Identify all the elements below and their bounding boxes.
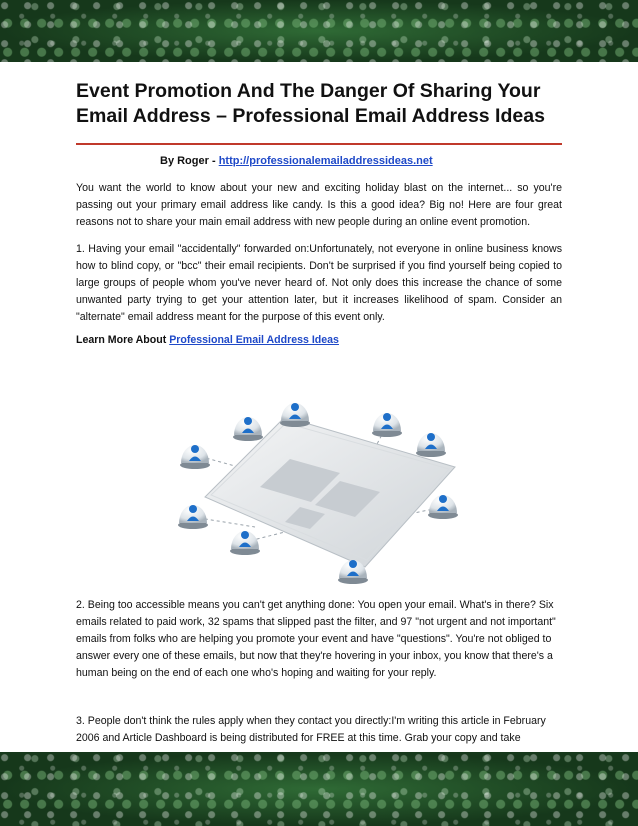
decorative-footer-band: [0, 752, 638, 826]
learn-more-label: Learn More About: [76, 334, 170, 346]
author-website-link[interactable]: http://professionalemailaddressideas.net: [218, 155, 433, 167]
intro-paragraph: You want the world to know about your new and exciting holiday blast on the internet... so you're passing out your primary email address like candy. Is this a good idea? Big no! Here are four great reasons not to share your main email address with new people during an online event promotion.: [76, 182, 562, 228]
reason-1-paragraph: 1. Having your email "accidentally" forwarded on:Unfortunately, not everyone in online business knows how to blind copy, or "bcc" their email recipients. Don't be surprised if you find yourself being copied to large groups of people whom you've never heard of. Not only does this increase the chance of some unwanted party trying to get your attention later, but it increases likelihood of spam. Consider an "alternate" email address meant for the purpose of this event only.: [76, 243, 562, 323]
learn-more-line: [76, 334, 339, 346]
learn-more-link[interactable]: Professional Email Address Ideas: [169, 334, 339, 346]
network-people-around-webpage-icon: [165, 357, 465, 587]
page-title: Event Promotion And The Danger Of Sharing Your Email Address – Professional Email Address Ideas: [76, 80, 545, 127]
reason-3-paragraph: 3. People don't think the rules apply when they contact you directly:I'm writing this article in February 2006 and Article Dashboard is being distributed for FREE at this time. Grab your copy and take: [76, 715, 546, 744]
byline-author: By Roger -: [160, 155, 219, 167]
byline: [160, 155, 433, 167]
reason-2-paragraph: 2. Being too accessible means you can't get anything done: You open your email. What's in there? Six emails related to paid work, 32 spams that slipped past the filter, and 97 "not urgent and not important" emails from folks who are helping you promote your event and have "questions". You're not obliged to answer every one of these emails, but now that they're hovering in your inbox, you know that there's a human being on the end of each one who's hoping and waiting for your reply.: [76, 599, 556, 679]
document-page: [0, 62, 638, 752]
decorative-header-band: [0, 0, 638, 62]
title-divider: [76, 143, 562, 145]
